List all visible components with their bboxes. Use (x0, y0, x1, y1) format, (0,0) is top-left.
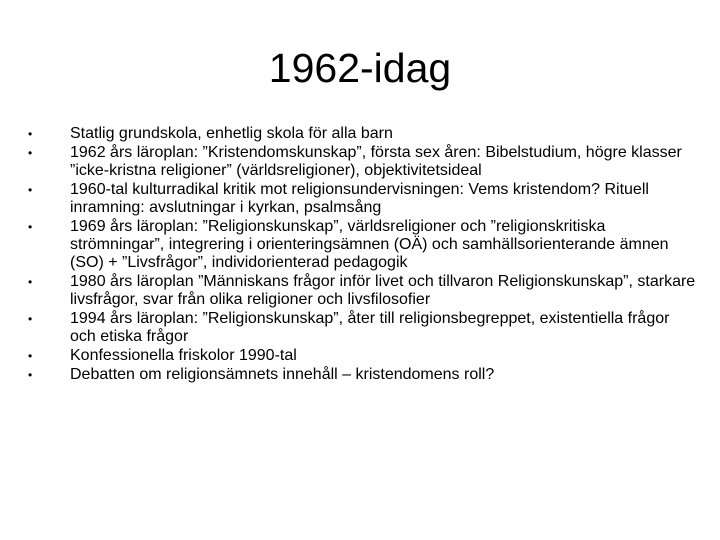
bullet-item (28, 366, 696, 384)
bullet-dot-icon: • (28, 220, 33, 234)
bullet-dot-icon: • (28, 275, 33, 289)
bullet-text: 1994 års läroplan: ”Religionskunskap”, åter till religionsbegreppet, existentiella frågor och etiska frågor (70, 310, 670, 345)
bullet-dot-icon: • (28, 312, 33, 326)
bullet-text: Konfessionella friskolor 1990-tal (70, 347, 297, 364)
bullet-text: Statlig grundskola, enhetlig skola för alla barn (70, 125, 393, 142)
bullet-dot-icon: • (28, 368, 33, 382)
bullet-text: Debatten om religionsämnets innehåll – kristendomens roll? (70, 366, 495, 383)
bullet-dot-icon: • (28, 127, 33, 141)
bullet-item (28, 347, 696, 365)
bullet-dot-icon: • (28, 146, 33, 160)
bullet-text: 1969 års läroplan: ”Religionskunskap”, världsreligioner och ”religionskritiska strömningar”, integrering i orienteringsämnen (OÄ) och samhällsorienterande ämnen (SO) + ”Livsfrågor”, individorienterad pedagogik (70, 218, 669, 271)
slide-title: 1962-idag (268, 45, 452, 91)
bullet-text: 1960-tal kulturradikal kritik mot religionsundervisningen: Vems kristendom? Rituell inramning: avslutningar i kyrkan, psalmsång (70, 181, 649, 216)
bullet-item (28, 181, 696, 217)
bullet-list (28, 125, 696, 385)
bullet-item (28, 125, 696, 143)
bullet-text: 1980 års läroplan ”Människans frågor inför livet och tillvaron Religionskunskap”, starkare livsfrågor, svar från olika religioner och livsfilosofier (70, 273, 696, 308)
bullet-text: 1962 års läroplan: ”Kristendomskunskap”, första sex åren: Bibelstudium, högre klasser ”icke-kristna religioner” (världsreligioner), objektivitetsideal (70, 144, 682, 179)
bullet-dot-icon: • (28, 349, 33, 363)
bullet-item (28, 144, 696, 180)
bullet-item (28, 310, 696, 346)
bullet-item (28, 273, 696, 309)
bullet-item (28, 218, 696, 272)
bullet-dot-icon: • (28, 183, 33, 197)
